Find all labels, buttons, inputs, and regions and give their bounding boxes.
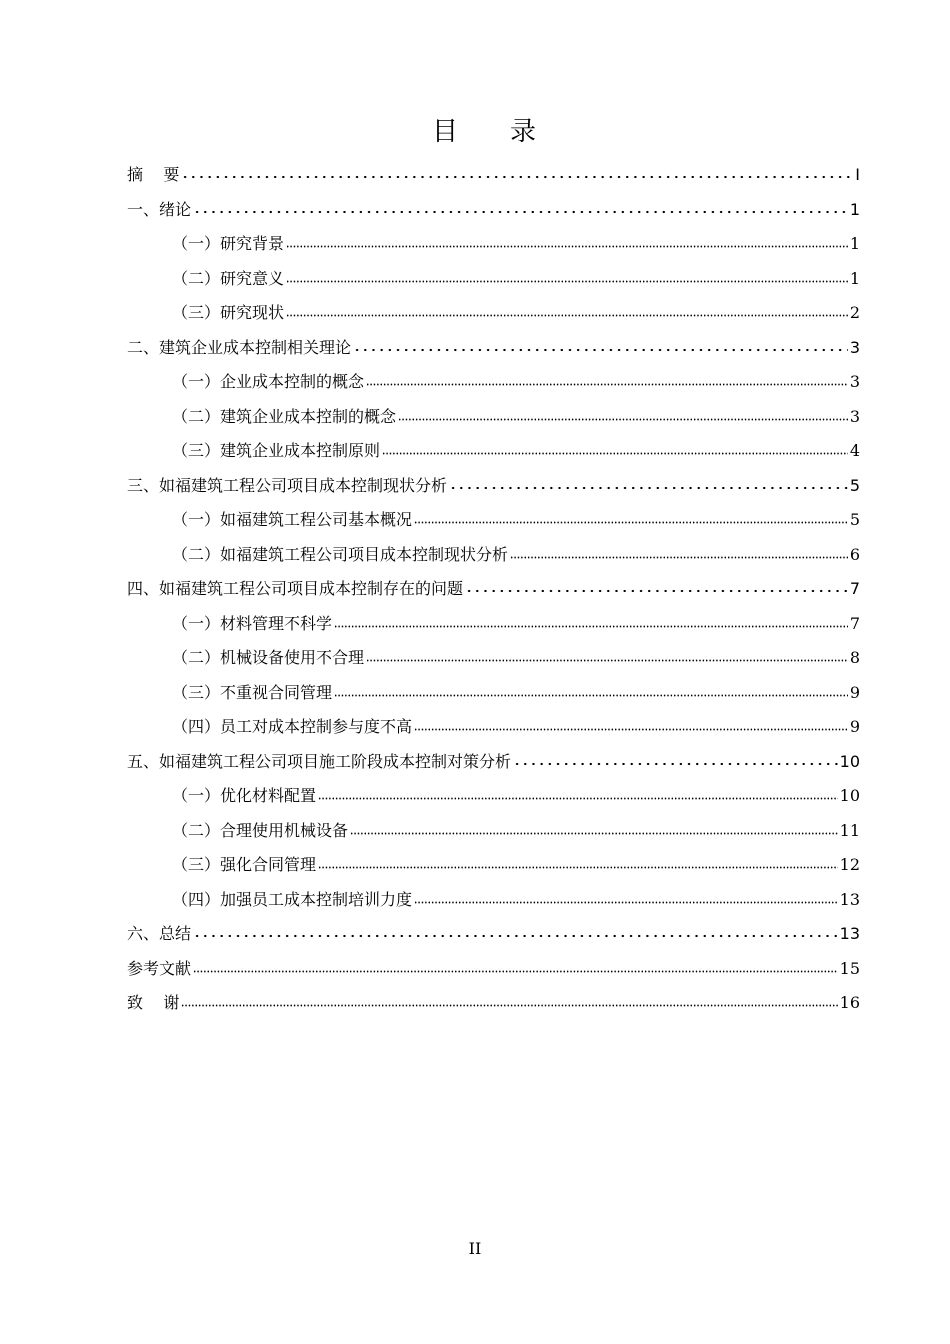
toc-entry-label: （二）机械设备使用不合理 <box>172 648 365 667</box>
toc-dot-leader <box>414 508 848 528</box>
toc-entry-label: 四、如福建筑工程公司项目成本控制存在的问题 <box>127 579 464 598</box>
toc-entry-page: 10 <box>839 786 860 805</box>
toc-entry-label: （一）企业成本控制的概念 <box>172 372 365 391</box>
toc-entry[interactable] <box>127 227 860 262</box>
toc-entry-page: 12 <box>839 855 860 874</box>
toc-entry[interactable] <box>127 503 860 538</box>
toc-entry-page: 5 <box>849 510 860 529</box>
toc-entry-page: 13 <box>839 924 860 943</box>
toc-entry-page: 5 <box>849 475 860 495</box>
toc-entry[interactable] <box>127 572 860 607</box>
toc-dot-leader <box>382 439 848 459</box>
toc-dot-leader <box>510 543 848 563</box>
toc-entry[interactable] <box>127 814 860 849</box>
toc-entry[interactable] <box>127 883 860 918</box>
toc-entry-label: 一、绪论 <box>127 199 192 219</box>
toc-entry[interactable] <box>127 331 860 366</box>
toc-entry[interactable] <box>127 158 860 193</box>
toc-dot-leader <box>334 612 848 632</box>
toc-entry[interactable] <box>127 676 860 711</box>
toc-dot-leader <box>193 198 848 218</box>
toc-dot-leader <box>353 336 848 356</box>
toc-entry-label: （一）如福建筑工程公司基本概况 <box>172 510 413 529</box>
toc-entry-page: 1 <box>849 268 860 288</box>
toc-entry[interactable] <box>127 434 860 469</box>
toc-entry-label: （三）强化合同管理 <box>172 855 317 874</box>
toc-entry-page: I <box>855 165 860 184</box>
toc-entry[interactable] <box>127 848 860 883</box>
toc-dot-leader <box>181 163 853 183</box>
toc-entry[interactable] <box>127 710 860 745</box>
toc-entry-label: （一）材料管理不科学 <box>172 613 333 633</box>
toc-entry-page: 9 <box>849 682 860 702</box>
toc-dot-leader <box>513 750 838 770</box>
toc-entry[interactable] <box>127 641 860 676</box>
toc-entry-label: 参考文献 <box>127 958 192 978</box>
toc-entry-label: 三、如福建筑工程公司项目成本控制现状分析 <box>127 475 448 495</box>
toc-dot-leader <box>334 681 848 701</box>
toc-entry-label: 五、如福建筑工程公司项目施工阶段成本控制对策分析 <box>127 751 512 771</box>
toc-entry[interactable] <box>127 745 860 780</box>
toc-entry-page: 3 <box>849 372 860 391</box>
toc-entry[interactable] <box>127 262 860 297</box>
toc-entry[interactable] <box>127 779 860 814</box>
toc-dot-leader <box>414 888 838 908</box>
toc-entry-page: 4 <box>849 441 860 460</box>
toc-dot-leader <box>398 405 848 425</box>
toc-entry[interactable] <box>127 193 860 228</box>
toc-entry[interactable] <box>127 538 860 573</box>
toc-entry[interactable] <box>127 952 860 987</box>
toc-dot-leader <box>286 301 848 321</box>
toc-entry-label: 六、总结 <box>127 924 192 943</box>
toc-entry-page: 3 <box>849 337 860 357</box>
toc-dot-leader <box>465 577 848 597</box>
toc-dot-leader <box>318 853 838 873</box>
toc-entry-label: （三）建筑企业成本控制原则 <box>172 441 381 460</box>
toc-entry-page: 1 <box>849 234 860 253</box>
toc-dot-leader <box>449 474 848 494</box>
toc-entry-page: 11 <box>839 820 860 840</box>
toc-entry[interactable] <box>127 469 860 504</box>
toc-entry-page: 2 <box>849 303 860 322</box>
toc-dot-leader <box>181 991 837 1011</box>
toc-dot-leader <box>286 267 848 287</box>
toc-entry-label: 致 谢 <box>127 993 180 1012</box>
toc-entry-page: 6 <box>849 544 860 564</box>
toc-entry-page: 13 <box>839 889 860 909</box>
toc-dot-leader <box>318 784 838 804</box>
toc-entry-label: （一）研究背景 <box>172 234 285 253</box>
toc-entry-page: 16 <box>839 993 860 1012</box>
toc-entry-label: 摘 要 <box>127 165 180 184</box>
toc-entry-page: 1 <box>849 199 860 219</box>
toc-entry[interactable] <box>127 400 860 435</box>
toc-entry-label: 二、建筑企业成本控制相关理论 <box>127 337 352 357</box>
toc-entry-label: （二）研究意义 <box>172 268 285 288</box>
toc-entry-page: 8 <box>849 648 860 667</box>
toc-entry-label: （四）加强员工成本控制培训力度 <box>172 889 413 909</box>
toc-dot-leader <box>350 819 838 839</box>
toc-entry-page: 7 <box>849 613 860 633</box>
toc-entry[interactable] <box>127 296 860 331</box>
toc-entry-label: （一）优化材料配置 <box>172 786 317 805</box>
toc-dot-leader <box>366 646 848 666</box>
toc-entry[interactable] <box>127 365 860 400</box>
toc-dot-leader <box>414 715 848 735</box>
toc-entry-page: 9 <box>849 717 860 736</box>
toc-dot-leader <box>193 922 838 942</box>
toc-entry[interactable] <box>127 917 860 952</box>
toc-entry-page: 3 <box>849 406 860 426</box>
toc-entry[interactable] <box>127 986 860 1021</box>
page-number: II <box>468 1239 482 1258</box>
toc-entry-label: （三）不重视合同管理 <box>172 682 333 702</box>
toc-dot-leader <box>193 957 838 977</box>
toc-entry-page: 10 <box>839 751 860 771</box>
table-of-contents <box>127 158 860 1021</box>
toc-entry-page: 7 <box>849 579 860 598</box>
toc-entry-page: 15 <box>839 958 860 978</box>
toc-dot-leader <box>286 232 848 252</box>
page-title: 目录 <box>431 117 588 147</box>
toc-dot-leader <box>366 370 848 390</box>
toc-entry-label: （二）如福建筑工程公司项目成本控制现状分析 <box>172 544 509 564</box>
toc-entry-label: （三）研究现状 <box>172 303 285 322</box>
toc-entry-label: （二）合理使用机械设备 <box>172 820 349 840</box>
toc-entry-label: （四）员工对成本控制参与度不高 <box>172 717 413 736</box>
toc-entry[interactable] <box>127 607 860 642</box>
toc-entry-label: （二）建筑企业成本控制的概念 <box>172 406 397 426</box>
